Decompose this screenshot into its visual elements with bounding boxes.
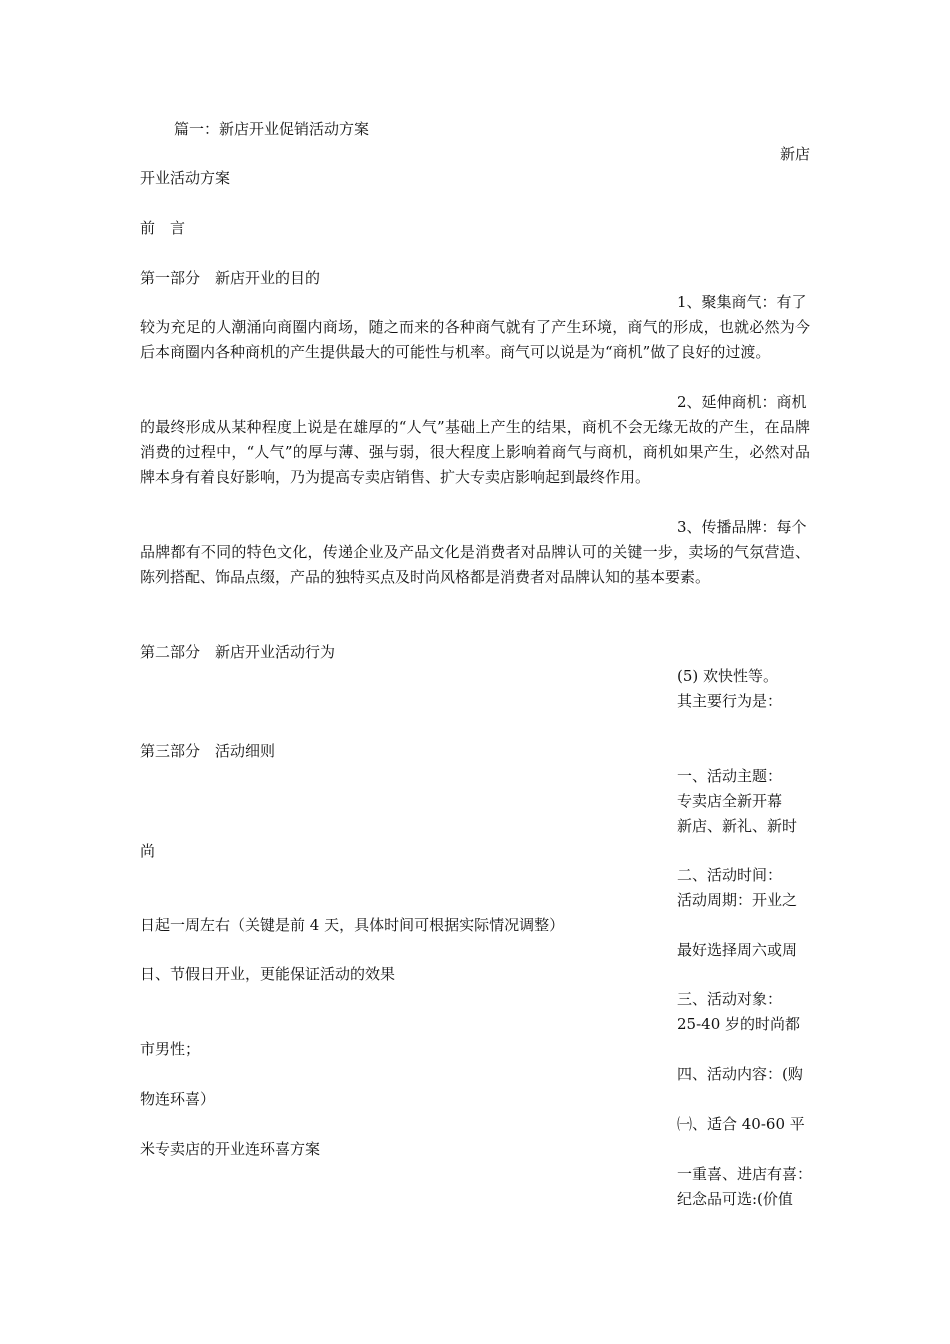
time-line1b: 日起一周左右（关键是前 4 天，具体时间可根据实际情况调整）	[140, 916, 565, 934]
document-subtitle-part1: 新店	[779, 145, 810, 163]
part1-point3-lead: 3、传播品牌：每个	[677, 518, 807, 536]
plan-line-a: ㈠、适合 40-60 平	[677, 1115, 805, 1133]
part1-point3-body: 品牌都有不同的特色文化，传递企业及产品文化是消费者对品牌认可的关键一步，卖场的气氛营造、陈列搭配、饰品点缀，产品的独特买点及时尚风格都是消费者对品牌认知的基本要素。	[140, 543, 810, 586]
theme-line2b: 尚	[140, 842, 156, 860]
part1-point2-body: 的最终形成从某种程度上说是在雄厚的“人气”基础上产生的结果，商机不会无缘无故的产生，在品牌消费的过程中，“人气”的厚与薄、强与弱，很大程度上影响着商气与商机，商机如果产生，必然对品牌本身有着良好影响，乃为提高专卖店销售、扩大专卖店影响起到最终作用。	[140, 418, 810, 486]
plan-line-b: 米专卖店的开业连环喜方案	[140, 1140, 321, 1158]
part1-heading: 第一部分 新店开业的目的	[140, 269, 321, 287]
document-subtitle-part2: 开业活动方案	[140, 169, 231, 187]
theme-line2a: 新店、新礼、新时	[677, 817, 798, 835]
part1-point2-lead: 2、延伸商机：商机	[677, 393, 807, 411]
part2-line2: 其主要行为是：	[677, 692, 783, 710]
theme-label: 一、活动主题：	[677, 767, 783, 785]
time-label: 二、活动时间：	[677, 866, 783, 884]
content-label-a: 四、活动内容：(购	[677, 1065, 803, 1083]
part2-line1: (5) 欢快性等。	[677, 667, 779, 685]
part3-heading: 第三部分 活动细则	[140, 742, 276, 760]
time-line1a: 活动周期：开业之	[677, 891, 798, 909]
part2-heading: 第二部分 新店开业活动行为	[140, 643, 336, 661]
target-line-b: 市男性；	[140, 1040, 201, 1058]
target-line-a: 25-40 岁的时尚都	[677, 1015, 801, 1033]
part1-point1-lead: 1、聚集商气：有了	[677, 293, 807, 311]
target-label: 三、活动对象：	[677, 990, 783, 1008]
gift-line1: 一重喜、进店有喜：	[677, 1165, 813, 1183]
document-title: 篇一：新店开业促销活动方案	[174, 120, 370, 138]
theme-line1: 专卖店全新开幕	[677, 792, 783, 810]
gift-line2: 纪念品可选:(价值	[677, 1190, 793, 1208]
time-line2b: 日、节假日开业，更能保证活动的效果	[140, 965, 396, 983]
time-line2a: 最好选择周六或周	[677, 941, 798, 959]
part1-point1-body: 较为充足的人潮涌向商圈内商场，随之而来的各种商气就有了产生环境，商气的形成，也就必然为今后本商圈内各种商机的产生提供最大的可能性与机率。商气可以说是为“商机”做了良好的过渡。	[140, 318, 810, 361]
content-label-b: 物连环喜）	[140, 1090, 216, 1108]
preface-heading: 前 言	[140, 219, 186, 237]
